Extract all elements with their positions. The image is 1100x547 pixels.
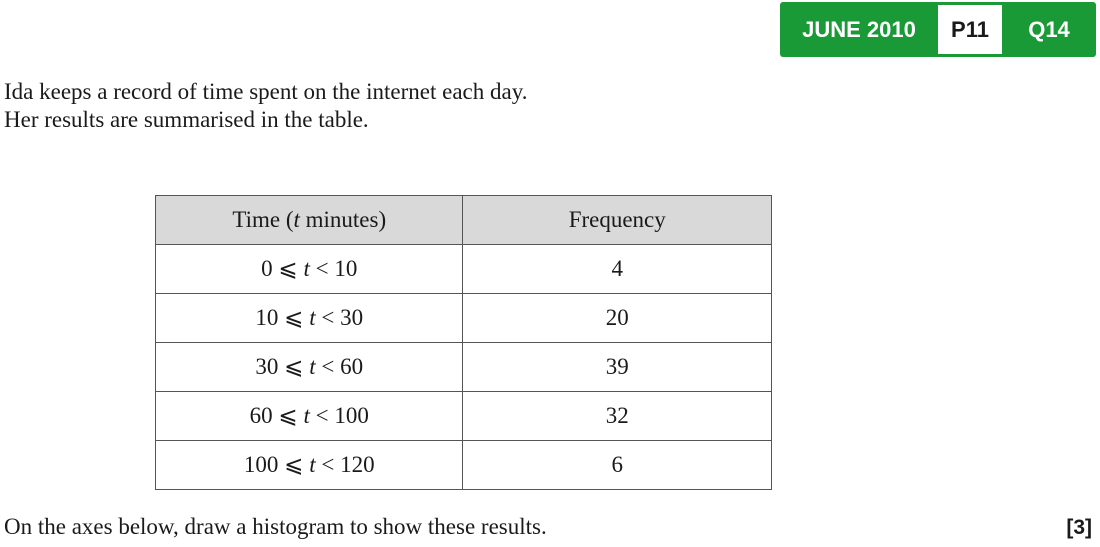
table-row xyxy=(156,392,772,441)
intro-line-2: Her results are summarised in the table. xyxy=(4,107,369,132)
table-header-row xyxy=(156,196,772,245)
question-badge xyxy=(780,2,1096,57)
table-row xyxy=(156,343,772,392)
time-interval-cell: 100 ⩽ t < 120 xyxy=(156,441,463,490)
time-interval-cell: 10 ⩽ t < 30 xyxy=(156,294,463,343)
time-interval-cell: 30 ⩽ t < 60 xyxy=(156,343,463,392)
table-body xyxy=(156,245,772,490)
header-time: Time (t minutes) xyxy=(156,196,463,245)
question-number: Q14 xyxy=(1028,16,1070,42)
table-row xyxy=(156,441,772,490)
marks-label: [3] xyxy=(1066,516,1092,539)
frequency-cell: 6 xyxy=(463,441,772,490)
session-label: JUNE 2010 xyxy=(802,16,916,42)
frequency-cell: 20 xyxy=(463,294,772,343)
intro-line-1: Ida keeps a record of time spent on the internet each day. xyxy=(4,79,528,104)
frequency-table xyxy=(155,195,772,490)
time-interval-cell: 60 ⩽ t < 100 xyxy=(156,392,463,441)
time-interval-cell: 0 ⩽ t < 10 xyxy=(156,245,463,294)
frequency-cell: 4 xyxy=(463,245,772,294)
question-intro xyxy=(4,78,527,134)
table-row xyxy=(156,245,772,294)
paper-label: P11 xyxy=(938,5,1002,54)
table-row xyxy=(156,294,772,343)
frequency-cell: 39 xyxy=(463,343,772,392)
frequency-cell: 32 xyxy=(463,392,772,441)
header-frequency: Frequency xyxy=(463,196,772,245)
instruction-text: On the axes below, draw a histogram to show these results. xyxy=(4,514,547,539)
